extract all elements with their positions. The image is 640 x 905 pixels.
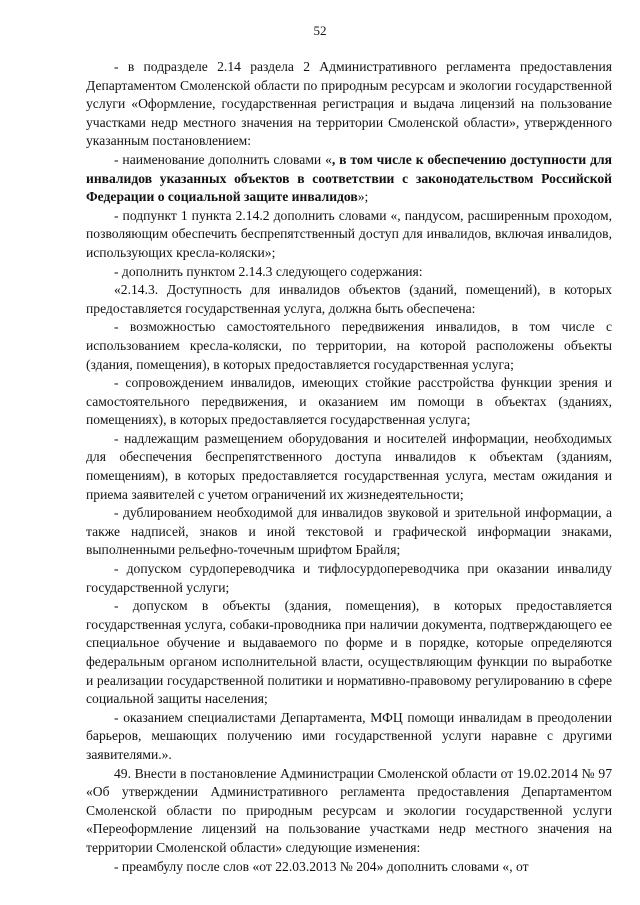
paragraph xyxy=(86,151,612,207)
paragraph xyxy=(86,58,612,151)
page-number: 52 xyxy=(313,23,327,38)
bold-text: , в том числе к обеспечению доступности для инвалидов указанных объектов в соответствии с законодательством Российской Федерации о социальной защите инвалидов xyxy=(86,151,612,205)
paragraph-text: - в подразделе 2.14 раздела 2 Административного регламента предоставления Департаментом Смоленской области по природным ресурсам и экологии государственной услуги «Оформление, государственная регистрация и выдача лицензий на пользование участками недр местного значения на территории Смоленской области», утвержденного указанным постановлением: xyxy=(86,59,612,149)
paragraph xyxy=(86,263,612,282)
paragraph-text: - оказанием специалистами Департамента, МФЦ помощи инвалидам в преодолении барьеров, мешающих получению ими государственной услуги наравне с другими заявителями.». xyxy=(86,709,612,762)
paragraph-text: - наименование дополнить словами « xyxy=(114,151,332,167)
paragraph xyxy=(86,858,612,877)
paragraph-text: - надлежащим размещением оборудования и носителей информации, необходимых для обеспечения беспрепятственного доступа инвалидов к объектам (зданиям, помещениям), в которых предоставляется государственная услуга, местам ожидания и приема заявителей с учетом ограничений их жизнедеятельности; xyxy=(86,430,612,502)
paragraph-text: - сопровождением инвалидов, имеющих стойкие расстройства функции зрения и самостоятельного передвижения, и оказанием им помощи в объектах (зданиях, помещениях), в которых предоставляется государственная услуга; xyxy=(86,375,612,428)
paragraph xyxy=(86,374,612,430)
paragraph xyxy=(86,597,612,709)
paragraph xyxy=(86,765,612,858)
paragraph-text: 49. Внести в постановление Администрации Смоленской области от 19.02.2014 № 97 «Об утверждении Административного регламента предоставления Департаментом Смоленской области по природным ресурсам и экологии государственной услуги «Переоформление лицензий на пользование участками недр местного значения на территории Смоленской области» следующие изменения: xyxy=(86,765,612,855)
paragraph-text: - возможностью самостоятельного передвижения инвалидов, в том числе с использованием кресла-коляски, по территории, на которой расположены объекты (здания, помещения), в которых предоставляется государственная услуга; xyxy=(86,319,612,372)
paragraph-text: »; xyxy=(357,189,369,205)
paragraph-text: - допуском сурдопереводчика и тифлосурдопереводчика при оказании инвалиду государственной услуги; xyxy=(86,561,612,595)
paragraph-text: - преамбулу после слов «от 22.03.2013 № 204» дополнить словами «, от xyxy=(114,858,529,874)
paragraph xyxy=(86,560,612,597)
paragraph xyxy=(86,430,612,504)
paragraph-text: - дублированием необходимой для инвалидов звуковой и зрительной информации, а также надписей, знаков и иной текстовой и графической информации знаками, выполненными рельефно-точечным шрифтом Брайля; xyxy=(86,505,612,558)
paragraph xyxy=(86,318,612,374)
paragraph-text: - подпункт 1 пункта 2.14.2 дополнить словами «, пандусом, расширенным проходом, позволяющим обеспечить беспрепятственный доступ для инвалидов, включая инвалидов, использующих кресла-коляски»; xyxy=(86,207,612,260)
paragraph-text: - допуском в объекты (здания, помещения), в которых предоставляется государственная услуга, собаки-проводника при наличии документа, подтверждающего ее специальное обучение и выдаваемого по форме и в порядке, которые определяются федеральным органом исполнительной власти, осуществляющим функции по выработке и реализации государственной политики и нормативно-правовому регулированию в сфере социальной защиты населения; xyxy=(86,598,612,707)
paragraph xyxy=(86,709,612,765)
paragraph-text: - дополнить пунктом 2.14.3 следующего содержания: xyxy=(114,263,423,279)
paragraph xyxy=(86,281,612,318)
paragraph xyxy=(86,207,612,263)
paragraph xyxy=(86,504,612,560)
paragraph-text: «2.14.3. Доступность для инвалидов объектов (зданий, помещений), в которых предоставляется государственная услуга, должна быть обеспечена: xyxy=(86,282,612,316)
document-body xyxy=(86,58,612,876)
